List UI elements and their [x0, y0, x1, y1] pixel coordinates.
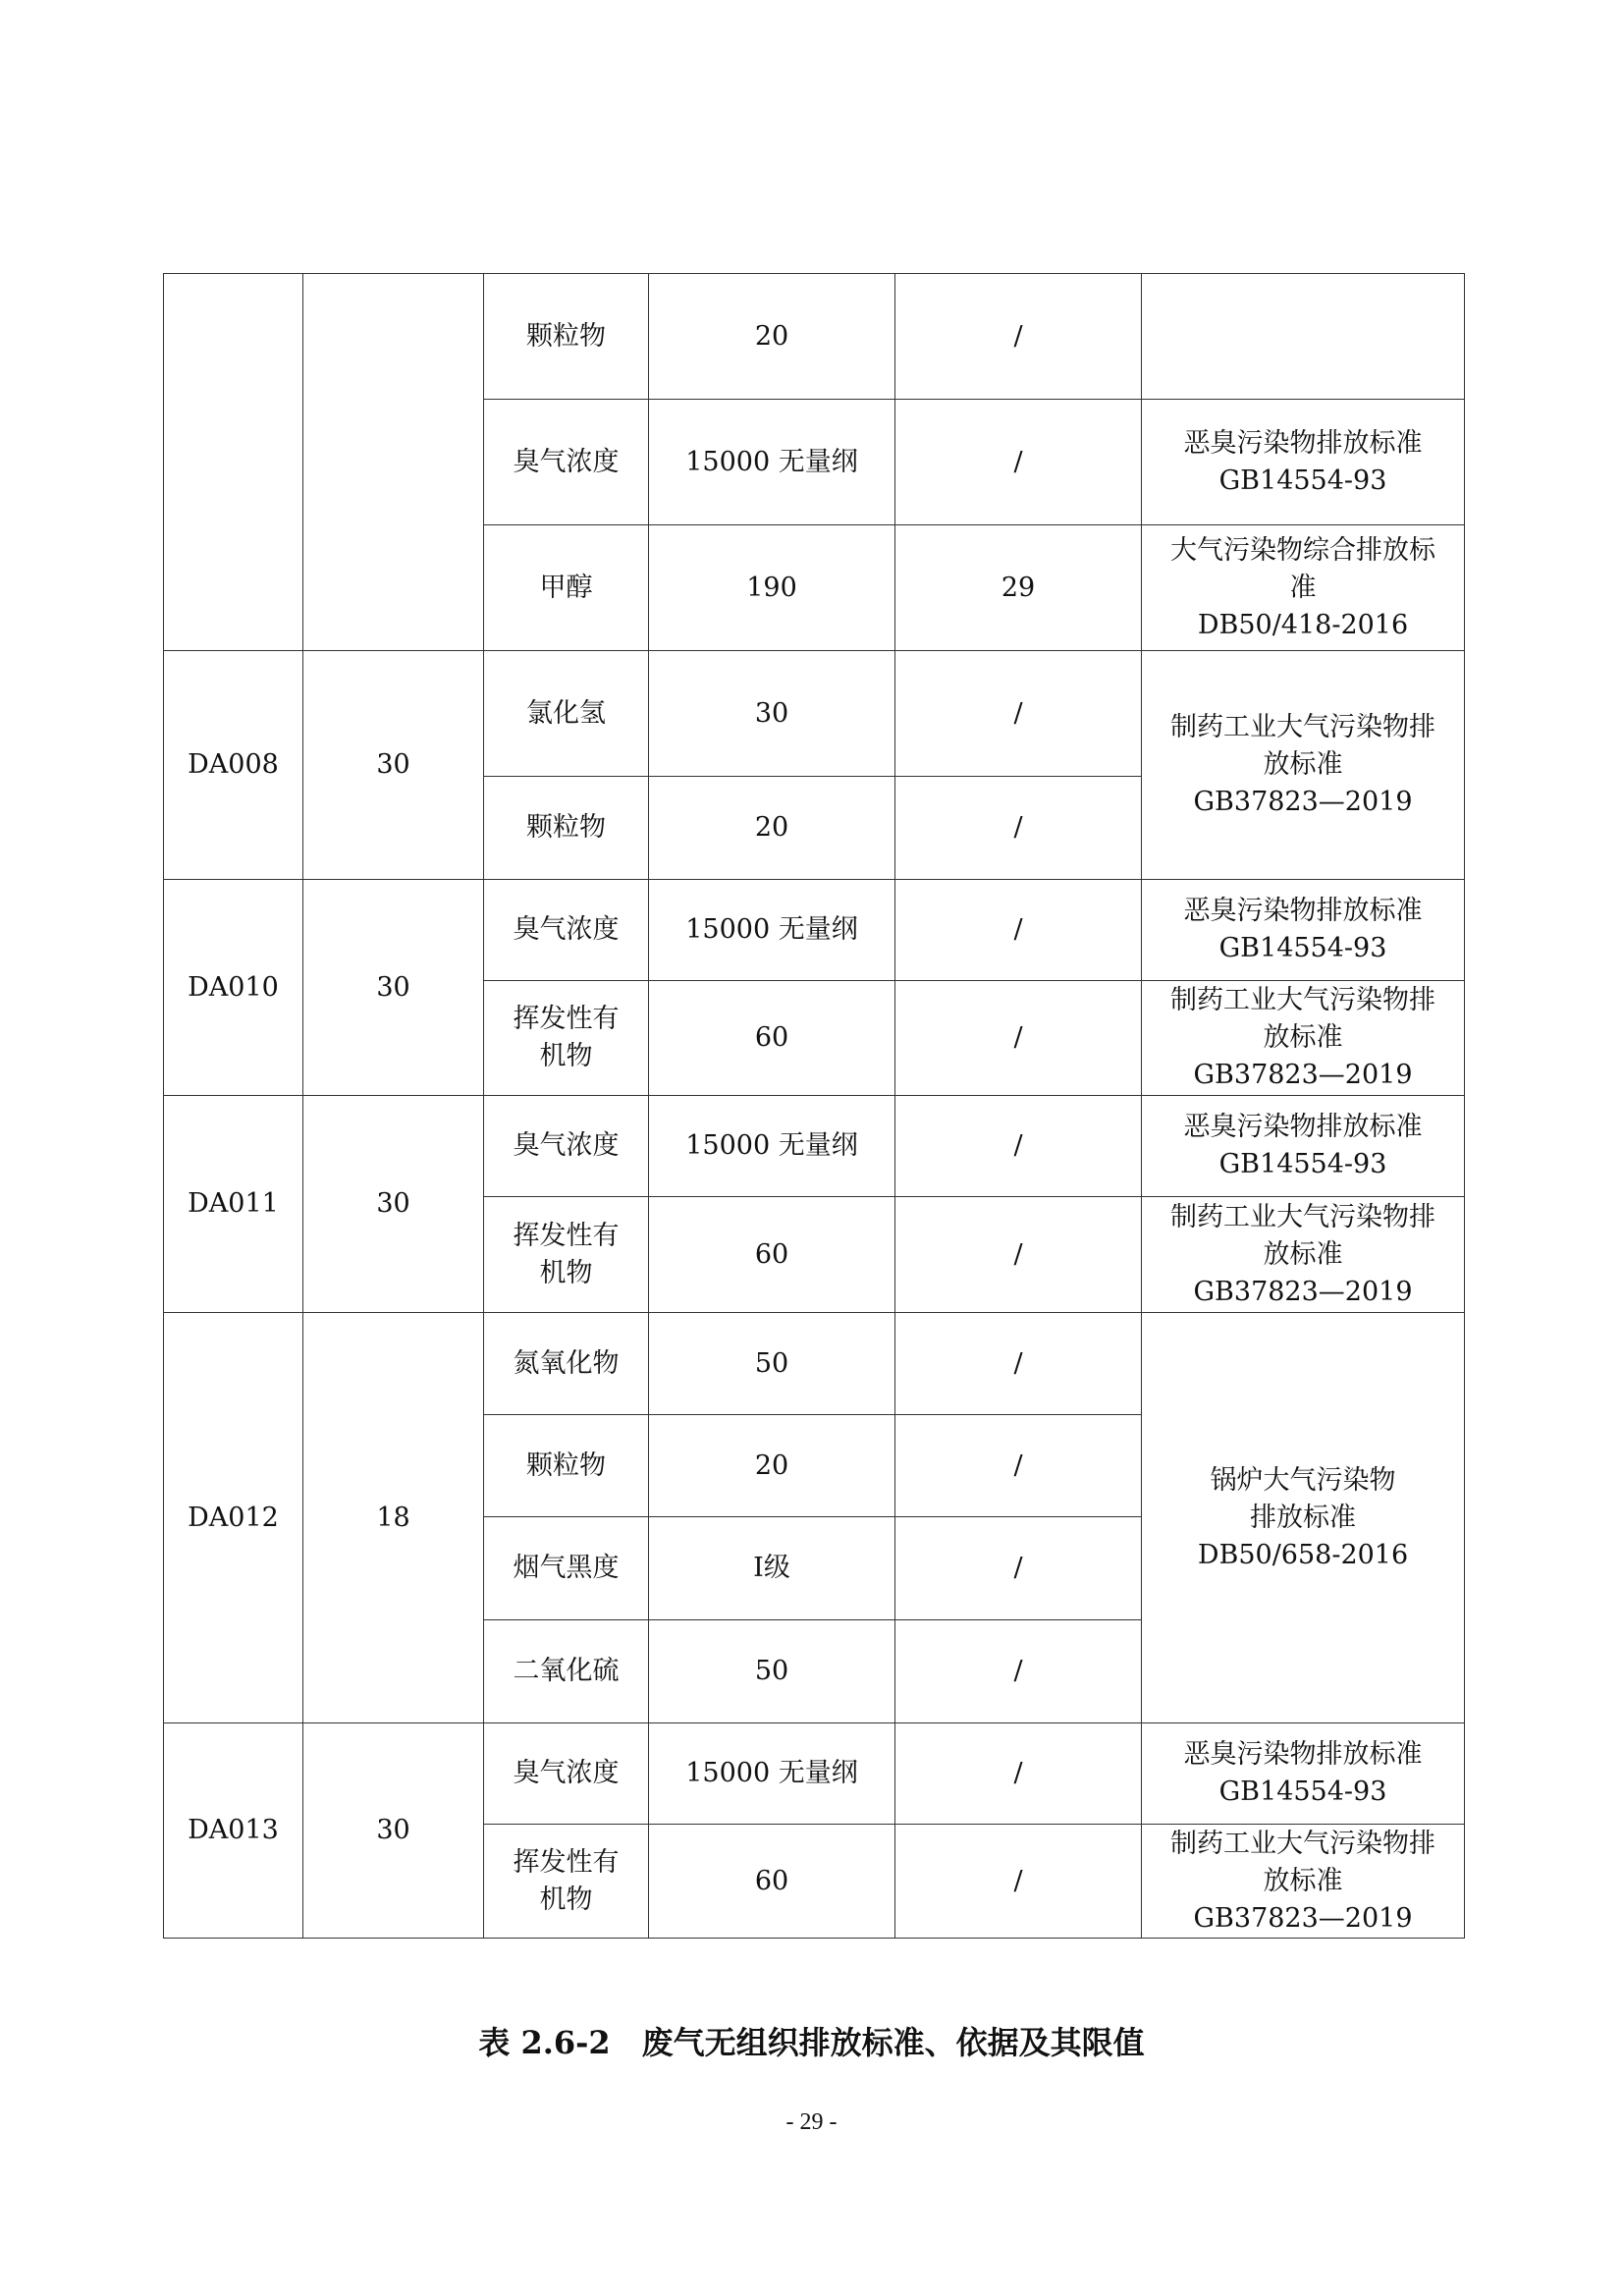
table-row: [164, 1723, 1465, 1825]
page-number: - 29 -: [785, 2109, 838, 2135]
rate-cell: /: [895, 1313, 1142, 1415]
pollutant-cell: 烟气黑度: [484, 1517, 649, 1620]
concentration-cell: 20: [649, 777, 895, 880]
outlet-id-cell: [164, 274, 303, 651]
pollutant-cell: 挥发性有 机物: [484, 1825, 649, 1939]
standard-cell: 制药工业大气污染物排 放标准 GB37823—2019: [1142, 651, 1465, 880]
concentration-cell: 15000 无量纲: [649, 880, 895, 981]
outlet-id-cell: DA011: [164, 1096, 303, 1313]
concentration-cell: 50: [649, 1620, 895, 1723]
standard-cell: 恶臭污染物排放标准 GB14554-93: [1142, 1096, 1465, 1197]
outlet-id-cell: DA013: [164, 1723, 303, 1939]
concentration-cell: 190: [649, 525, 895, 651]
standard-cell: [1142, 274, 1465, 400]
rate-cell: /: [895, 274, 1142, 400]
pollutant-cell: 二氧化硫: [484, 1620, 649, 1723]
rate-cell: /: [895, 1723, 1142, 1825]
rate-cell: /: [895, 1825, 1142, 1939]
rate-cell: /: [895, 1620, 1142, 1723]
table-row: [164, 1313, 1465, 1415]
rate-cell: /: [895, 1197, 1142, 1313]
pollutant-cell: 氯化氢: [484, 651, 649, 777]
standard-cell: 恶臭污染物排放标准 GB14554-93: [1142, 1723, 1465, 1825]
rate-cell: /: [895, 400, 1142, 525]
rate-cell: /: [895, 1096, 1142, 1197]
rate-cell: /: [895, 777, 1142, 880]
table-row: [164, 1096, 1465, 1197]
pollutant-cell: 颗粒物: [484, 1415, 649, 1517]
concentration-cell: 60: [649, 1197, 895, 1313]
pollutant-cell: 挥发性有 机物: [484, 1197, 649, 1313]
table-row: [164, 880, 1465, 981]
pollutant-cell: 颗粒物: [484, 777, 649, 880]
concentration-cell: 20: [649, 1415, 895, 1517]
standard-cell: 制药工业大气污染物排 放标准 GB37823—2019: [1142, 981, 1465, 1096]
stack-height-cell: [303, 274, 484, 651]
table-caption: 表 2.6-2 废气无组织排放标准、依据及其限值: [478, 2024, 1145, 2061]
pollutant-cell: 颗粒物: [484, 274, 649, 400]
pollutant-cell: 氮氧化物: [484, 1313, 649, 1415]
standard-cell: 制药工业大气污染物排 放标准 GB37823—2019: [1142, 1825, 1465, 1939]
stack-height-cell: 30: [303, 1723, 484, 1939]
concentration-cell: 20: [649, 274, 895, 400]
standard-cell: 大气污染物综合排放标 准 DB50/418-2016: [1142, 525, 1465, 651]
rate-cell: 29: [895, 525, 1142, 651]
concentration-cell: 60: [649, 1825, 895, 1939]
pollutant-cell: 甲醇: [484, 525, 649, 651]
pollutant-cell: 臭气浓度: [484, 400, 649, 525]
standard-cell: 恶臭污染物排放标准 GB14554-93: [1142, 400, 1465, 525]
concentration-cell: 15000 无量纲: [649, 1723, 895, 1825]
concentration-cell: 15000 无量纲: [649, 1096, 895, 1197]
standard-cell: 锅炉大气污染物 排放标准 DB50/658-2016: [1142, 1313, 1465, 1723]
concentration-cell: 30: [649, 651, 895, 777]
concentration-cell: 15000 无量纲: [649, 400, 895, 525]
table-row: [164, 651, 1465, 777]
rate-cell: /: [895, 1517, 1142, 1620]
rate-cell: /: [895, 880, 1142, 981]
table-row: [164, 274, 1465, 400]
rate-cell: /: [895, 981, 1142, 1096]
outlet-id-cell: DA008: [164, 651, 303, 880]
standard-cell: 恶臭污染物排放标准 GB14554-93: [1142, 880, 1465, 981]
stack-height-cell: 30: [303, 880, 484, 1096]
outlet-id-cell: DA012: [164, 1313, 303, 1723]
concentration-cell: Ⅰ级: [649, 1517, 895, 1620]
pollutant-cell: 臭气浓度: [484, 1096, 649, 1197]
outlet-id-cell: DA010: [164, 880, 303, 1096]
pollutant-cell: 臭气浓度: [484, 880, 649, 981]
pollutant-cell: 臭气浓度: [484, 1723, 649, 1825]
concentration-cell: 60: [649, 981, 895, 1096]
stack-height-cell: 18: [303, 1313, 484, 1723]
concentration-cell: 50: [649, 1313, 895, 1415]
rate-cell: /: [895, 1415, 1142, 1517]
stack-height-cell: 30: [303, 1096, 484, 1313]
emission-standards-table: [163, 273, 1465, 1939]
stack-height-cell: 30: [303, 651, 484, 880]
rate-cell: /: [895, 651, 1142, 777]
pollutant-cell: 挥发性有 机物: [484, 981, 649, 1096]
standard-cell: 制药工业大气污染物排 放标准 GB37823—2019: [1142, 1197, 1465, 1313]
